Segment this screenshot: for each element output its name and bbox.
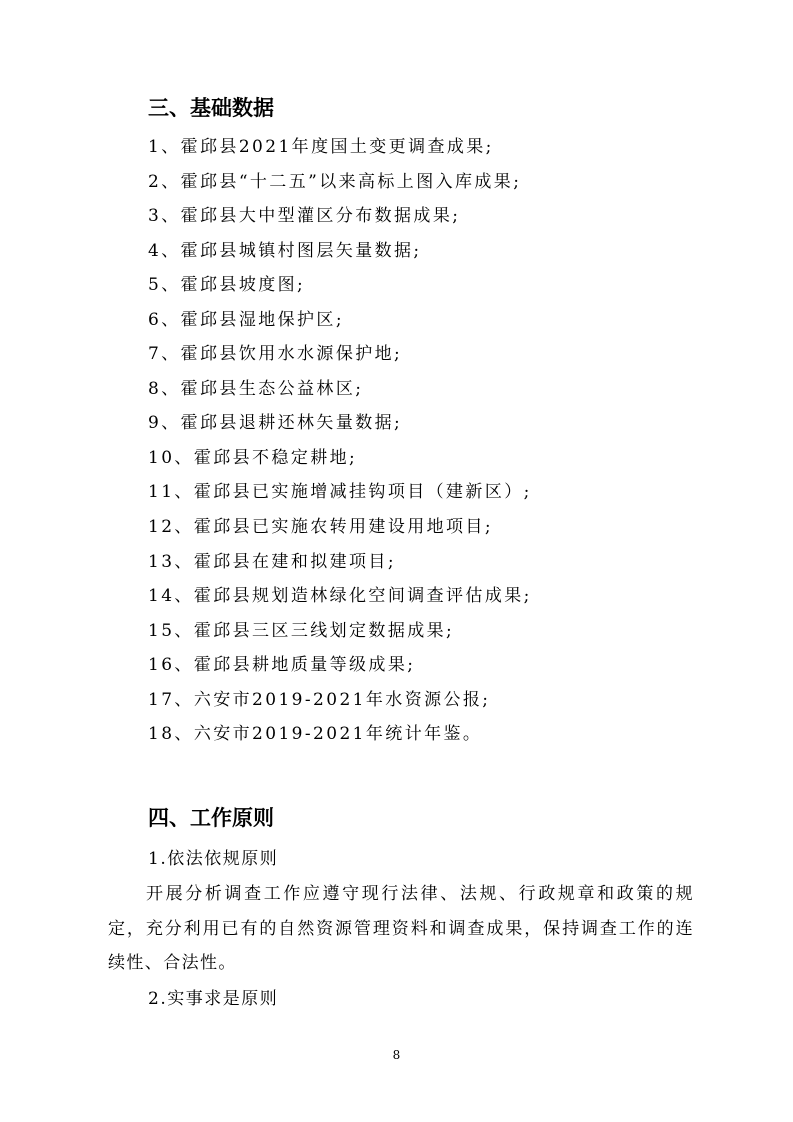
list-item: 3、霍邱县大中型灌区分布数据成果; [148, 206, 461, 227]
list-item: 15、霍邱县三区三线划定数据成果; [148, 620, 455, 641]
list-item: 18、六安市2019-2021年统计年鉴。 [148, 724, 483, 745]
list-item: 7、霍邱县饮用水水源保护地; [148, 344, 403, 365]
section-heading-work-principles: 四、工作原则 [148, 806, 274, 830]
list-item: 14、霍邱县规划造林绿化空间调查评估成果; [148, 586, 532, 607]
list-item: 5、霍邱县坡度图; [148, 275, 306, 296]
principle-title-legal: 1.依法依规原则 [148, 849, 279, 869]
list-item: 17、六安市2019-2021年水资源公报; [148, 689, 491, 710]
list-item: 2、霍邱县“十二五”以来高标上图入库成果; [148, 171, 522, 192]
list-item: 4、霍邱县城镇村图层矢量数据; [148, 240, 422, 261]
list-item: 8、霍邱县生态公益林区; [148, 378, 364, 399]
list-item: 6、霍邱县湿地保护区; [148, 309, 344, 330]
principle-paragraph-legal: 开展分析调查工作应遵守现行法律、法规、行政规章和政策的规定，充分利用已有的自然资源管理资料和调查成果，保持调查工作的连续性、合法性。 [108, 884, 694, 973]
list-item: 1、霍邱县2021年度国土变更调查成果; [148, 137, 494, 157]
basic-data-list [148, 134, 532, 756]
principle-title-factual: 2.实事求是原则 [148, 989, 279, 1009]
page-number: 8 [392, 1048, 401, 1062]
list-item: 13、霍邱县在建和拟建项目; [148, 551, 396, 572]
list-item: 9、霍邱县退耕还林矢量数据; [148, 413, 403, 434]
list-item: 16、霍邱县耕地质量等级成果; [148, 655, 416, 676]
list-item: 11、霍邱县已实施增减挂钩项目（建新区）; [148, 482, 532, 503]
list-item: 10、霍邱县不稳定耕地; [148, 447, 358, 468]
section-heading-basic-data: 三、基础数据 [148, 96, 274, 120]
list-item: 12、霍邱县已实施农转用建设用地项目; [148, 517, 493, 538]
